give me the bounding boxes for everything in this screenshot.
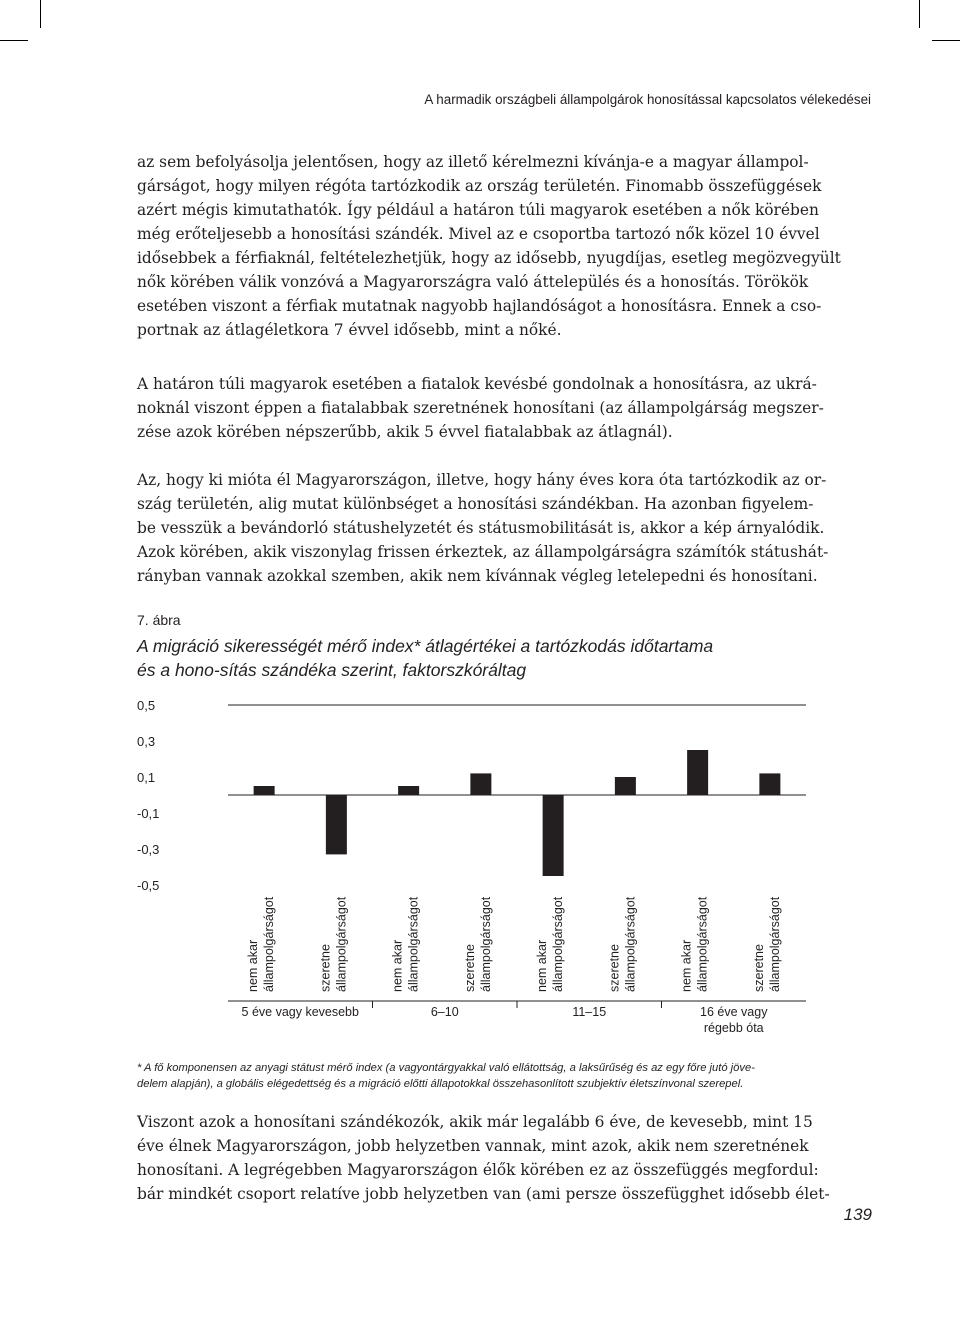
group-label: régebb óta (703, 1021, 764, 1035)
y-tick-label: 0,3 (137, 734, 156, 749)
y-tick-label: -0,5 (137, 878, 160, 893)
category-label: szeretne (318, 944, 333, 992)
figure-title-line: és a hono-sítás szándéka szerint, faktorszkóráltag (137, 660, 527, 680)
line: noknál viszont éppen a fiatalabbak szeretnének honosítani (az állampolgárság megszer- (137, 399, 824, 417)
bar (254, 786, 275, 795)
line: A határon túli magyarok esetében a fiatalok kevésbé gondolnak a honosításra, az ukrá- (137, 375, 817, 393)
category-label: állampolgárságot (406, 896, 421, 992)
category-label: állampolgárságot (262, 896, 277, 992)
bar (326, 795, 347, 854)
category-label: nem akar (679, 939, 694, 992)
running-head: A harmadik országbeli állampolgárok honosítással kapcsolatos vélekedései (424, 92, 871, 107)
paragraph-4 (137, 1110, 847, 1206)
line: Az, hogy ki mióta él Magyarországon, illetve, hogy hány éves kora óta tartózkodik az or- (137, 471, 827, 489)
category-label: szeretne (751, 944, 766, 992)
category-label: állampolgárságot (334, 896, 349, 992)
group-label: 6–10 (430, 1005, 459, 1019)
category-label: állampolgárságot (767, 896, 782, 992)
figure-footnote (137, 1060, 849, 1092)
group-label: 11–15 (572, 1005, 607, 1019)
line: gárságot, hogy milyen régóta tartózkodik az ország területén. Finomabb összefüggések (137, 177, 822, 195)
bar (470, 773, 491, 795)
footnote-line: delem alapján), a globális elégedettség és a migráció előtti állapotokkal összehasonlított szubjektív életszínvonal szerepel. (137, 1078, 744, 1090)
figure-title (137, 634, 857, 682)
group-label: 16 éve vagy (700, 1005, 768, 1019)
line: rányban vannak azokkal szemben, akik nem kívánnak végleg letelepedni és honosítani. (137, 567, 818, 585)
bar (615, 777, 636, 795)
category-label: nem akar (390, 939, 405, 992)
y-tick-label: -0,1 (137, 806, 160, 821)
category-label: állampolgárságot (551, 896, 566, 992)
line: éve élnek Magyarországon, jobb helyzetben vannak, mint azok, akik nem szeretnének (137, 1137, 809, 1155)
paragraph-1 (137, 150, 847, 342)
category-label: szeretne (462, 944, 477, 992)
line: bár mindkét csoport relatíve jobb helyzetben van (ami persze összefügghet idősebb élet- (137, 1185, 830, 1203)
paragraph-2 (137, 372, 847, 444)
category-label: állampolgárságot (695, 896, 710, 992)
crop-mark-top-right-h (932, 40, 960, 41)
line: portnak az átlagéletkora 7 évvel idősebb, mint a nőké. (137, 321, 562, 339)
line: honosítani. A legrégebben Magyarországon élők körében ez az összefüggés megfordul: (137, 1161, 819, 1179)
category-label: nem akar (535, 939, 550, 992)
group-label: 5 éve vagy kevesebb (241, 1005, 359, 1019)
line: idősebbek a férfiaknál, feltételezhetjük, hogy az idősebb, nyugdíjas, esetleg megözvegyült (137, 249, 841, 267)
category-label: szeretne (607, 944, 622, 992)
line: Azok körében, akik viszonylag frissen érkeztek, az állampolgárságra számítók státushát- (137, 543, 829, 561)
category-label: nem akar (246, 939, 261, 992)
crop-mark-top-right (919, 0, 920, 28)
line: nők körében válik vonzóvá a Magyarországra való áttelepülés és a honosítás. Törökök (137, 273, 809, 291)
line: Viszont azok a honosítani szándékozók, akik már legalább 6 éve, de kevesebb, mint 15 (137, 1113, 813, 1131)
crop-mark-top-left-h (0, 40, 28, 41)
bar (543, 795, 564, 876)
line: szág területén, alig mutat különbséget a honosítási szándékban. Ha azonban figyelem- (137, 495, 814, 513)
line: az sem befolyásolja jelentősen, hogy az illető kérelmezni kívánja-e a magyar állampol- (137, 153, 809, 171)
bar (687, 750, 708, 795)
line: azért mégis kimutathatók. Így például a határon túli magyarok esetében a nők körében (137, 201, 819, 219)
line: zése azok körében népszerűbb, akik 5 évvel fiatalabbak az átlagnál). (137, 423, 673, 441)
paragraph-3 (137, 468, 847, 588)
page-number: 139 (843, 1205, 872, 1224)
bar (759, 773, 780, 795)
y-tick-label: -0,3 (137, 842, 160, 857)
line: esetében viszont a férfiak mutatnak nagyobb hajlandóságot a honosításra. Ennek a cso- (137, 297, 822, 315)
figure-label: 7. ábra (137, 612, 181, 628)
line: be vesszük a bevándorló státushelyzetét és státusmobilitását is, akkor a kép árnyalódik. (137, 519, 825, 537)
y-tick-label: 0,5 (137, 698, 156, 713)
crop-mark-top-left (40, 0, 41, 28)
line: még erőteljesebb a honosítási szándék. Mivel az e csoportba tartozó nők közel 10 évvel (137, 225, 820, 243)
bar (398, 786, 419, 795)
category-label: állampolgárságot (623, 896, 638, 992)
figure-title-line: A migráció sikerességét mérő index* átlagértékei a tartózkodás időtartama (137, 636, 714, 656)
category-label: állampolgárságot (478, 896, 493, 992)
y-tick-label: 0,1 (137, 770, 156, 785)
footnote-line: * A fő komponensen az anyagi státust mérő index (a vagyontárgyakkal való ellátottság, a laksűrűség és az egy főre jutó jöve- (137, 1062, 755, 1074)
